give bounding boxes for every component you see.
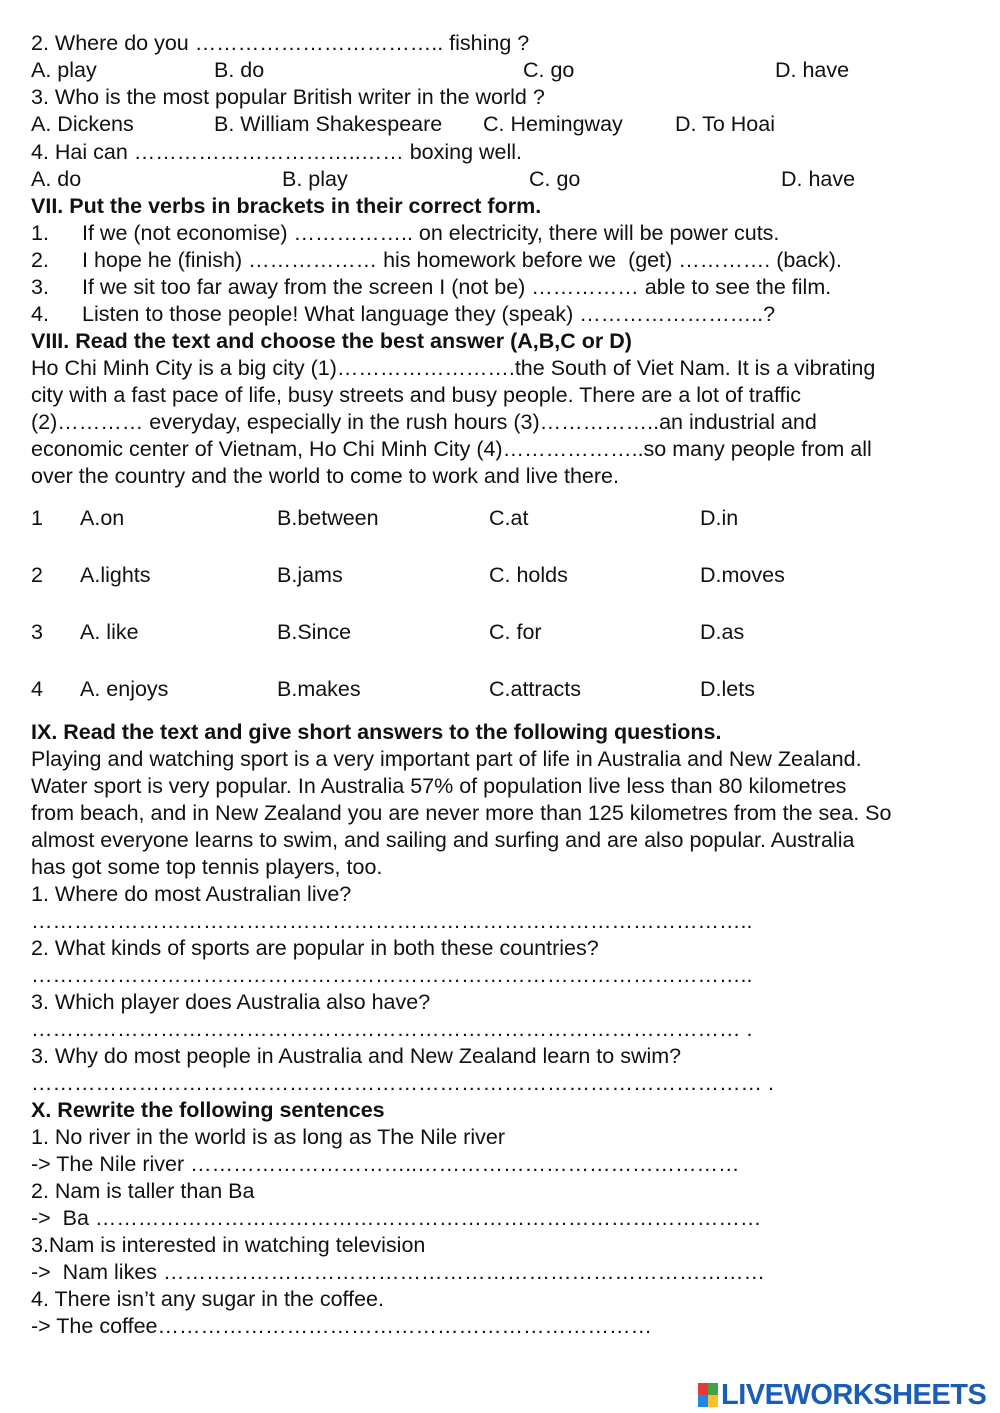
passage-line: (2)………… everyday, especially in the rush hours (3)……………..an industrial and xyxy=(31,410,817,434)
choice-a: A. enjoys xyxy=(80,677,169,701)
answer-blank[interactable]: ……………………………………………………………………………………….. xyxy=(31,909,753,933)
liveworksheets-logo xyxy=(698,1378,986,1412)
mark-square xyxy=(698,1395,708,1407)
choice-a: A.lights xyxy=(80,563,151,587)
passage-line: almost everyone learns to swim, and sailing and surfing and are also popular. Australia xyxy=(31,828,855,852)
choice-number: 4 xyxy=(31,677,43,701)
passage-line: over the country and the world to come to work and live there. xyxy=(31,464,619,488)
choice-c: C. holds xyxy=(489,563,568,587)
item-number: 4. xyxy=(31,302,49,326)
item-text: Listen to those people! What language they (speak) ……………………..? xyxy=(82,302,776,326)
option-b: B. William Shakespeare xyxy=(214,112,443,136)
option-a: A. play xyxy=(31,58,97,82)
item-number: 2. xyxy=(31,248,49,272)
rewrite-answer[interactable]: -> Nam likes ………………………………………………………………………… xyxy=(31,1260,766,1284)
option-c: C. go xyxy=(529,167,581,191)
question: 2. What kinds of sports are popular in both these countries? xyxy=(31,936,599,960)
choice-number: 3 xyxy=(31,620,43,644)
choice-b: B.makes xyxy=(277,677,361,701)
question: 3. Which player does Australia also have? xyxy=(31,990,431,1014)
passage-line: city with a fast pace of life, busy streets and busy people. There are a lot of traffic xyxy=(31,383,802,407)
mark-square xyxy=(708,1383,718,1395)
option-d: D. To Hoai xyxy=(675,112,775,136)
section-x-title: X. Rewrite the following sentences xyxy=(31,1098,385,1122)
choice-b: B.between xyxy=(277,506,379,530)
choice-b: B.Since xyxy=(277,620,352,644)
question: 3. Why do most people in Australia and New Zealand learn to swim? xyxy=(31,1044,682,1068)
mark-square xyxy=(698,1383,708,1395)
liveworksheets-mark-icon xyxy=(698,1383,718,1407)
choice-d: D.in xyxy=(700,506,739,530)
question-3: 3. Who is the most popular British writer in the world ? xyxy=(31,85,545,109)
answer-blank[interactable]: ……………………………………………………………………………………… . xyxy=(31,1017,753,1041)
question-4: 4. Hai can …………………………..…… boxing well. xyxy=(31,140,523,164)
item-number: 3. xyxy=(31,275,49,299)
choice-d: D.lets xyxy=(700,677,755,701)
choice-c: C.attracts xyxy=(489,677,581,701)
option-d: D. have xyxy=(781,167,856,191)
passage-line: Playing and watching sport is a very important part of life in Australia and New Zealand. xyxy=(31,747,862,771)
option-b: B. play xyxy=(282,167,348,191)
choice-d: D.moves xyxy=(700,563,785,587)
rewrite-prompt: 2. Nam is taller than Ba xyxy=(31,1179,255,1203)
option-c: C. Hemingway xyxy=(483,112,623,136)
item-number: 1. xyxy=(31,221,49,245)
liveworksheets-wordmark: LIVEWORKSHEETS xyxy=(721,1378,987,1411)
section-viii-title: VIII. Read the text and choose the best answer (A,B,C or D) xyxy=(31,329,632,353)
choice-number: 1 xyxy=(31,506,43,530)
choice-number: 2 xyxy=(31,563,43,587)
passage-line: Water sport is very popular. In Australia 57% of population live less than 80 kilometres xyxy=(31,774,847,798)
rewrite-answer[interactable]: -> Ba ………………………………………………………………………………… xyxy=(31,1206,762,1230)
option-a: A. do xyxy=(31,167,82,191)
rewrite-answer[interactable]: -> The Nile river …………………………..……………………………………… xyxy=(31,1152,740,1176)
rewrite-answer[interactable]: -> The coffee…………………………………………………………… xyxy=(31,1314,653,1338)
mark-square xyxy=(708,1395,718,1407)
option-b: B. do xyxy=(214,58,265,82)
passage-line: economic center of Vietnam, Ho Chi Minh City (4)………………..so many people from all xyxy=(31,437,872,461)
choice-d: D.as xyxy=(700,620,745,644)
choice-a: A.on xyxy=(80,506,125,530)
answer-blank[interactable]: ………………………………………………………………………………………… . xyxy=(31,1071,774,1095)
option-d: D. have xyxy=(775,58,850,82)
rewrite-prompt: 1. No river in the world is as long as The Nile river xyxy=(31,1125,505,1149)
choice-b: B.jams xyxy=(277,563,343,587)
option-c: C. go xyxy=(523,58,575,82)
section-ix-title: IX. Read the text and give short answers to the following questions. xyxy=(31,720,722,744)
item-text: I hope he (finish) ……………… his homework before we (get) …………. (back). xyxy=(82,248,842,272)
passage-line: Ho Chi Minh City is a big city (1)…………………….the South of Viet Nam. It is a vibrating xyxy=(31,356,876,380)
passage-line: has got some top tennis players, too. xyxy=(31,855,383,879)
question: 1. Where do most Australian live? xyxy=(31,882,352,906)
item-text: If we (not economise) …………….. on electricity, there will be power cuts. xyxy=(82,221,780,245)
item-text: If we sit too far away from the screen I (not be) …………… able to see the film. xyxy=(82,275,832,299)
choice-a: A. like xyxy=(80,620,139,644)
question-2: 2. Where do you …………………………….. fishing ? xyxy=(31,31,530,55)
rewrite-prompt: 3.Nam is interested in watching television xyxy=(31,1233,426,1257)
rewrite-prompt: 4. There isn’t any sugar in the coffee. xyxy=(31,1287,384,1311)
section-vii-title: VII. Put the verbs in brackets in their correct form. xyxy=(31,194,542,218)
option-a: A. Dickens xyxy=(31,112,134,136)
answer-blank[interactable]: ……………………………………………………………………………………….. xyxy=(31,963,753,987)
choice-c: C. for xyxy=(489,620,542,644)
passage-line: from beach, and in New Zealand you are never more than 125 kilometres from the sea. So xyxy=(31,801,892,825)
choice-c: C.at xyxy=(489,506,529,530)
